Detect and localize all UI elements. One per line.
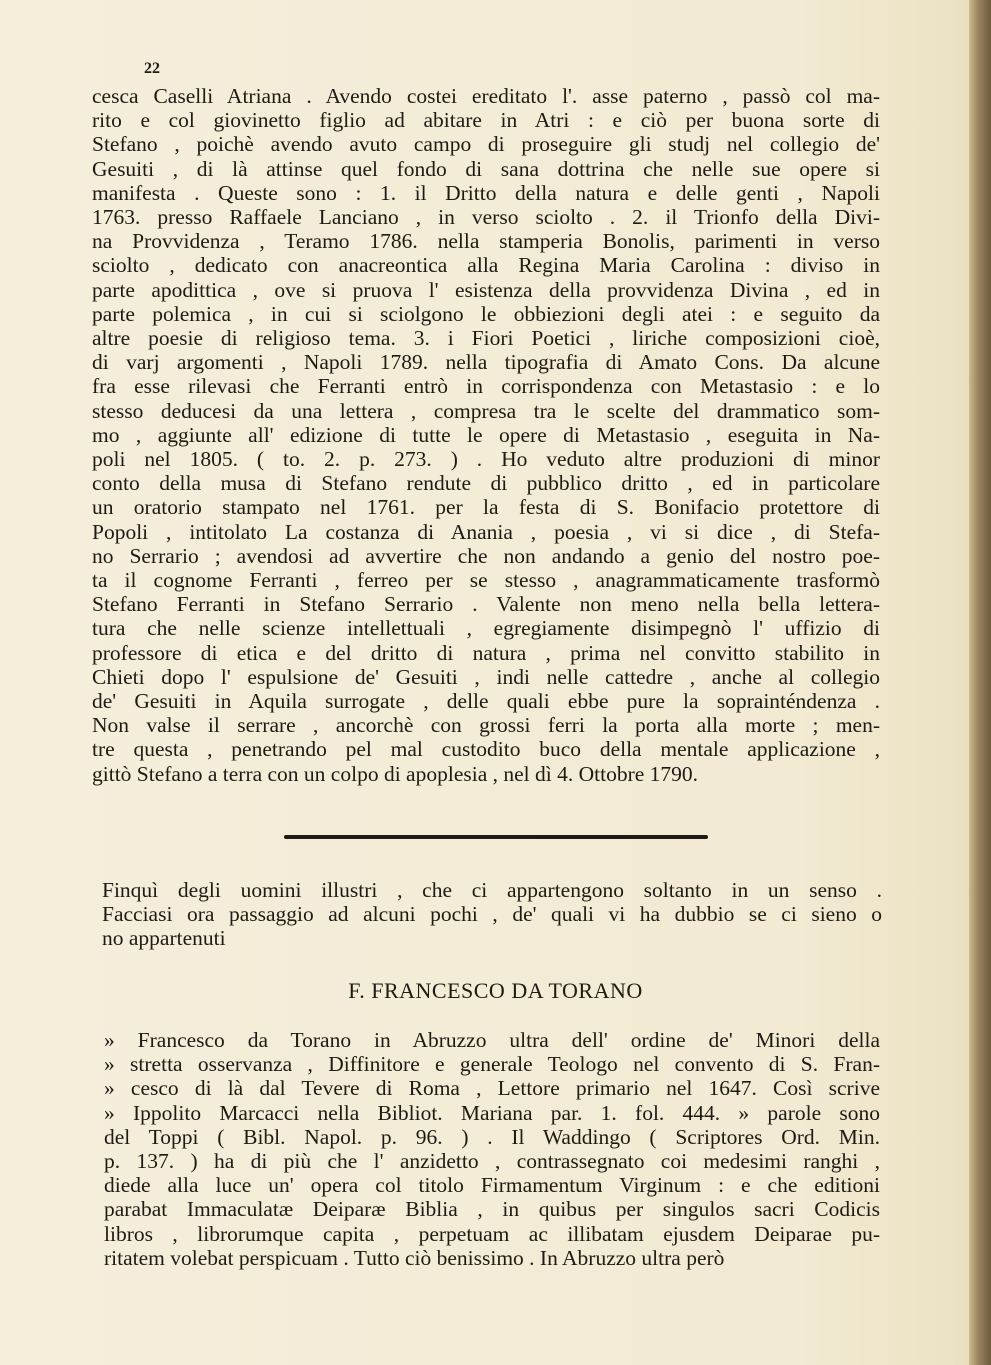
text-line: diede alla luce un' opera col titolo Firmamentum Virginum : e che editioni <box>104 1173 880 1198</box>
text-line: rito e col giovinetto figlio ad abitare in Atri : e ciò per buona sorte di <box>92 108 880 133</box>
book-spine-shadow <box>969 0 991 1365</box>
text-line: cesca Caselli Atriana . Avendo costei ereditato l'. asse paterno , passò col ma- <box>92 84 880 108</box>
text-line: manifesta . Queste sono : 1. il Dritto della natura e delle genti , Napoli <box>92 180 880 205</box>
text-line: 1763. presso Raffaele Lanciano , in verso sciolto . 2. il Trionfo della Divi- <box>92 205 880 230</box>
section-divider <box>284 835 708 839</box>
page-number: 22 <box>144 60 160 77</box>
text-line: no Serrario ; avendosi ad avvertire che non andando a genio del nostro poe- <box>92 543 880 568</box>
text-line: un oratorio stampato nel 1761. per la festa di S. Bonifacio protettore di <box>92 495 880 520</box>
text-line: del Toppi ( Bibl. Napol. p. 96. ) . Il Waddingo ( Scriptores Ord. Min. <box>104 1124 880 1149</box>
text-line: Popoli , intitolato La costanza di Anania , poesia , vi si dice , di Stefa- <box>92 519 880 544</box>
text-line: parte apodittica , ove si pruova l' esistenza della provvidenza Divina , ed in <box>92 277 880 302</box>
text-line: de' Gesuiti in Aquila surrogate , delle quali ebbe pure la soprainténdenza . <box>92 689 880 714</box>
text-line: Non valse il serrare , ancorchè con grossi ferri la porta alla morte ; men- <box>92 713 880 738</box>
text-line: p. 137. ) ha di più che l' anzidetto , contrassegnato coi medesimi ranghi , <box>104 1149 880 1174</box>
text-line: na Provvidenza , Teramo 1786. nella stamperia Bonolis, parimenti in verso <box>92 229 880 254</box>
text-line: Stefano , poichè avendo avuto campo di proseguire gli studj nel collegio de' <box>92 132 880 157</box>
text-line: parte polemica , in cui si sciolgono le obbiezioni degli atei : e seguito da <box>92 301 880 326</box>
text-line: Finquì degli uomini illustri , che ci appartengono soltanto in un senso . <box>102 878 882 902</box>
text-line: sciolto , dedicato con anacreontica alla Regina Maria Carolina : diviso in <box>92 253 880 278</box>
text-line: gittò Stefano a terra con un colpo di apoplesia , nel dì 4. Ottobre 1790. <box>92 761 699 786</box>
text-line: ritatem volebat perspicuam . Tutto ciò benissimo . In Abruzzo ultra però <box>104 1245 725 1270</box>
section-title: F. FRANCESCO DA TORANO <box>348 978 643 1003</box>
text-line: altre poesie di religioso tema. 3. i Fiori Poetici , liriche composizioni cioè, <box>92 326 880 351</box>
text-line: Stefano Ferranti in Stefano Serrario . Valente non meno nella bella lettera- <box>92 592 880 617</box>
text-line: » stretta osservanza , Diffinitore e generale Teologo nel convento di S. Fran- <box>104 1052 880 1077</box>
text-line: fra esse rilevasi che Ferranti entrò in corrispondenza con Metastasio : e lo <box>92 374 880 399</box>
text-line: conto della musa di Stefano rendute di pubblico dritto , ed in particolare <box>92 471 880 496</box>
text-line: Facciasi ora passaggio ad alcuni pochi , de' quali vi ha dubbio se ci sieno o <box>102 902 882 927</box>
text-line: libros , librorumque capita , perpetuam ac illibatam ejusdem Deiparae pu- <box>104 1221 880 1246</box>
text-line: stesso deducesi da una lettera , compresa tra le scelte del drammatico som- <box>92 398 880 423</box>
text-line: tura che nelle scienze intellettuali , egregiamente disimpegnò l' uffizio di <box>92 616 880 641</box>
text-line: mo , aggiunte all' edizione di tutte le opere di Metastasio , eseguita in Na- <box>92 422 880 447</box>
quotation-paragraph <box>104 1028 880 1270</box>
text-line: parabat Immaculatæ Deiparæ Biblia , in quibus per singulos sacri Codicis <box>104 1197 880 1222</box>
text-line: » Ippolito Marcacci nella Bibliot. Mariana par. 1. fol. 444. » parole sono <box>104 1100 880 1125</box>
text-line: professore di etica e del dritto di natura , prima nel convitto stabilito in <box>92 640 880 665</box>
text-line: di varj argomenti , Napoli 1789. nella tipografia di Amato Cons. Da alcune <box>92 350 880 375</box>
text-line: » Francesco da Torano in Abruzzo ultra dell' ordine de' Minori della <box>104 1028 880 1052</box>
text-line: no appartenuti <box>102 926 226 951</box>
text-line: Gesuiti , di là attinse quel fondo di sana dottrina che nelle sue opere si <box>92 156 880 181</box>
text-line: » cesco di là dal Tevere di Roma , Lettore primario nel 1647. Così scrive <box>104 1076 880 1101</box>
text-line: poli nel 1805. ( to. 2. p. 273. ) . Ho veduto altre produzioni di minor <box>92 447 880 472</box>
text-line: tre questa , penetrando pel mal custodito buco della mentale applicazione , <box>92 737 880 762</box>
intro-paragraph <box>102 878 882 951</box>
text-line: ta il cognome Ferranti , ferreo per se stesso , anagrammaticamente trasformò <box>92 568 880 593</box>
main-paragraph <box>92 84 880 786</box>
text-line: Chieti dopo l' espulsione de' Gesuiti , indi nelle cattedre , anche al collegio <box>92 664 880 689</box>
